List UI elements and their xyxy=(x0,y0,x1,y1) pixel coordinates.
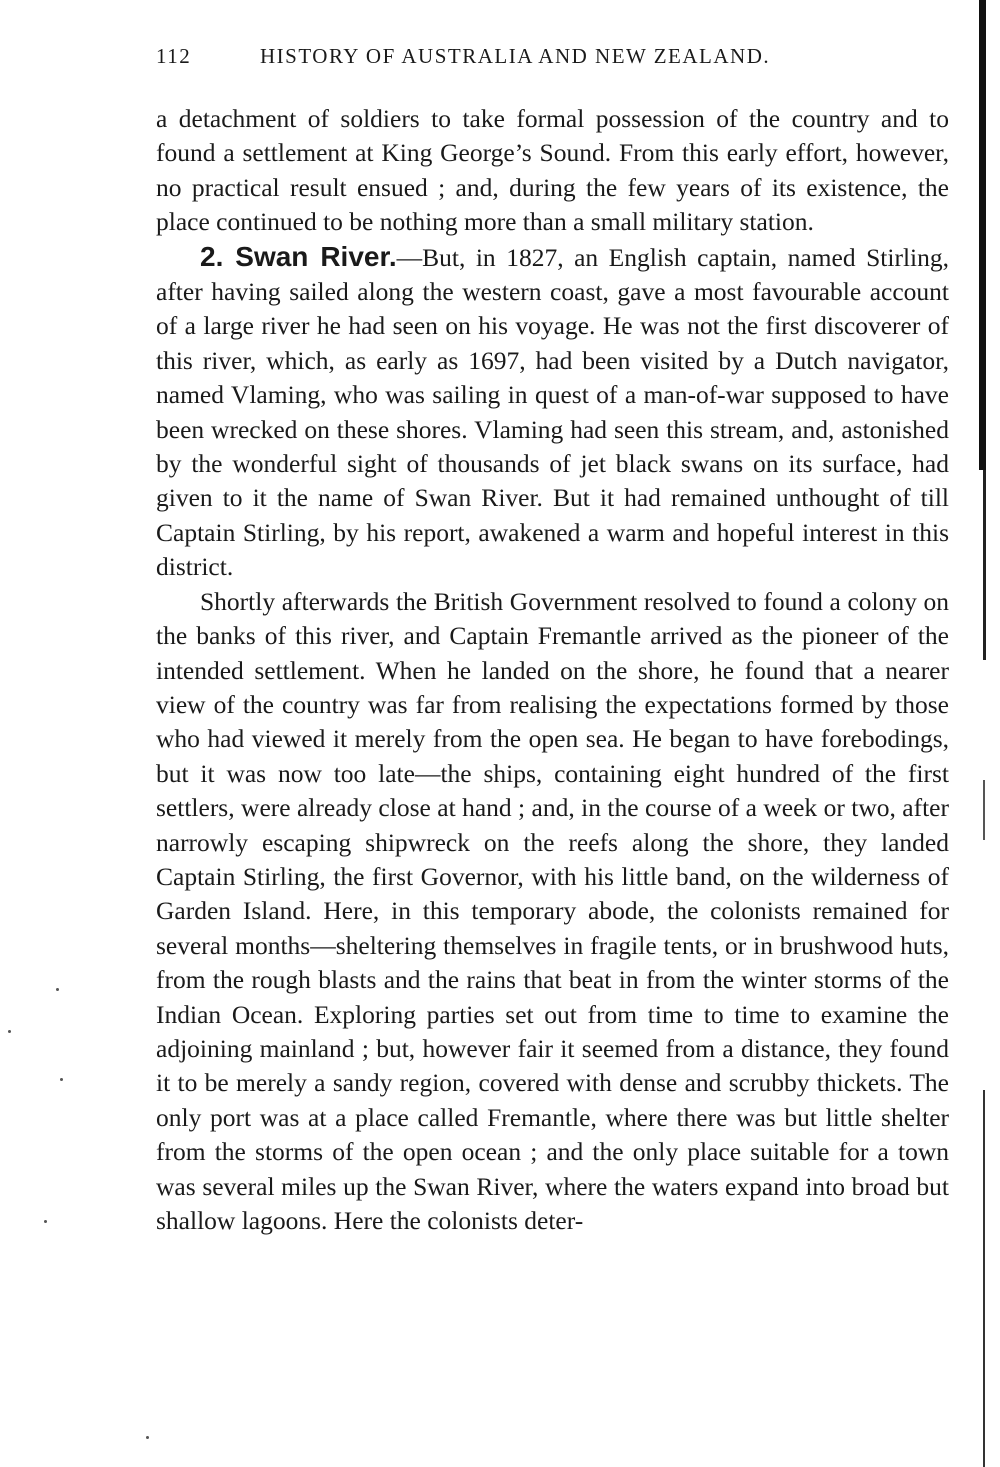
page-edge-line xyxy=(983,780,985,840)
section-heading: 2. Swan River. xyxy=(200,240,397,272)
scan-speck xyxy=(56,988,59,991)
scan-speck xyxy=(146,1436,149,1439)
running-title: HISTORY OF AUSTRALIA AND NEW ZEALAND. xyxy=(260,44,771,68)
paragraph-2-text: —But, in 1827, an English captain, named Stirling, after having sailed along the western coast, gave a most favourable account of a large river he had seen on his voyage. He was not the first discoverer of this river, which, as early as 1697, had been visited by a Dutch navigator, named Vlaming, who was sailing in quest of a man-of-war supposed to have been wrecked on these shores. Vlaming had seen this stream, and, astonished by the wonderful sight of thousands of jet black swans on its surface, had given to it the name of Swan River. But it had remained unthought of till Captain Stirling, by his report, awakened a warm and hopeful interest in this district. xyxy=(156,242,949,582)
page-header xyxy=(156,44,836,74)
page-edge-shadow xyxy=(979,0,986,470)
scan-speck xyxy=(44,1220,47,1223)
page-number: 112 xyxy=(156,44,192,68)
scan-speck xyxy=(8,1030,11,1033)
paragraph-2 xyxy=(156,240,949,585)
body-text xyxy=(156,102,949,1238)
paragraph-1: a detachment of soldiers to take formal possession of the country and to found a settlement at King George’s Sound. From this early effort, however, no practical result ensued ; and, during the few years of its existence, the place continued to be nothing more than a small military station. xyxy=(156,104,949,237)
page-edge-line xyxy=(983,470,986,660)
scan-speck xyxy=(60,1078,63,1081)
paragraph-3: Shortly afterwards the British Government resolved to found a colony on the banks of this river, and Captain Fremantle arrived as the pioneer of the intended settlement. When he landed on the shore, he found that a nearer view of the country was far from realising the expectations formed by those who had viewed it merely from the open sea. He began to have forebodings, but it was now too late—the ships, containing eight hundred of the first settlers, were already close at hand ; and, in the course of a week or two, after narrowly escaping shipwreck on the reefs along the shore, they landed Captain Stirling, the first Governor, with his little band, on the wilderness of Garden Island. Here, in this temporary abode, the colonists remained for several months—sheltering themselves in fragile tents, or in brushwood huts, from the rough blasts and the rains that beat in from the winter storms of the Indian Ocean. Exploring parties set out from time to time to examine the adjoining mainland ; but, however fair it seemed from a distance, they found it to be merely a sandy region, covered with dense and scrubby thickets. The only port was at a place called Fremantle, where there was but little shelter from the storms of the open ocean ; and the only place suitable for a town was several miles up the Swan River, where the waters expand into broad but shallow lagoons. Here the colonists deter- xyxy=(156,586,949,1235)
page-edge-line xyxy=(983,1090,985,1467)
